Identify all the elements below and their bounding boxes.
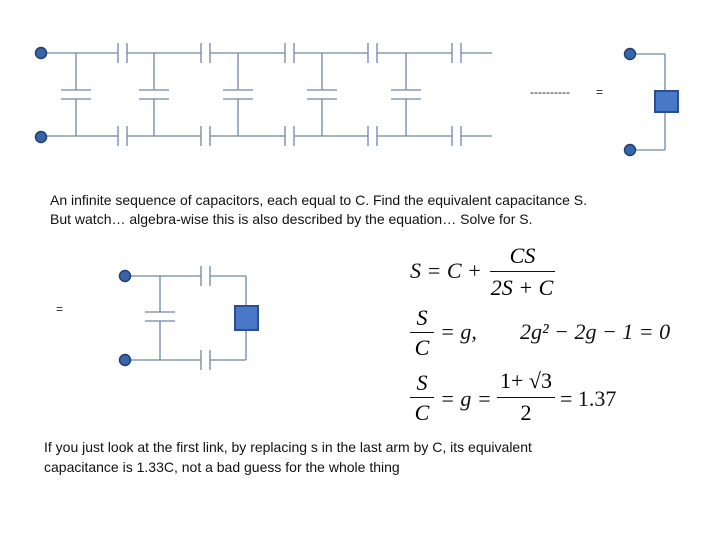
bottom-left-terminal [36, 132, 47, 143]
quadratic-equation: 2g² − 2g − 1 = 0 [520, 319, 671, 344]
link-bottom-terminal [120, 355, 131, 366]
capacitance-s-box [655, 91, 678, 112]
eq1-denominator: 2S + C [490, 275, 554, 300]
eq3-result: = 1.37 [560, 386, 617, 411]
eq3-mid: = g = [440, 386, 492, 411]
eq2-rhs: = g, [440, 319, 477, 344]
s-top-terminal [625, 49, 636, 60]
eq3-fraction-bar [410, 397, 434, 398]
eq3-denominator: C [414, 400, 430, 425]
capacitance-s-box-small [235, 306, 258, 330]
first-link-circuit [120, 266, 259, 370]
footer-line-1: If you just look at the first link, by replacing s in the last arm by C, its equivalent [44, 439, 532, 455]
eq2-denominator: C [414, 335, 430, 360]
eq1-lhs: S = C + [410, 258, 482, 283]
infinite-ladder [36, 43, 493, 146]
footer-line-2: capacitance is 1.33C, not a bad guess for the whole thing [44, 459, 400, 475]
s-bottom-terminal [625, 145, 636, 156]
eq1-numerator: CS [509, 243, 536, 268]
ellipsis-dashes: ---------- [530, 85, 570, 99]
eq2-numerator: S [416, 305, 428, 330]
eq1-fraction-bar [490, 271, 555, 272]
equals-sign-link: = [56, 302, 64, 316]
eq3-root-fraction-bar [497, 397, 555, 398]
eq2-fraction-bar [410, 332, 434, 333]
description-line-1: An infinite sequence of capacitors, each equal to C. Find the equivalent capacitance S. [50, 192, 588, 208]
eq3-numerator: S [416, 370, 428, 395]
link-top-terminal [120, 271, 131, 282]
equivalent-s-block [625, 49, 679, 156]
equals-sign-top: = [596, 85, 604, 99]
eq3-root-numerator: 1+ √3 [500, 368, 552, 393]
top-left-terminal [36, 48, 47, 59]
description-line-2: But watch… algebra-wise this is also described by the equation… Solve for S. [50, 211, 533, 227]
eq3-root-denominator: 2 [520, 400, 532, 425]
